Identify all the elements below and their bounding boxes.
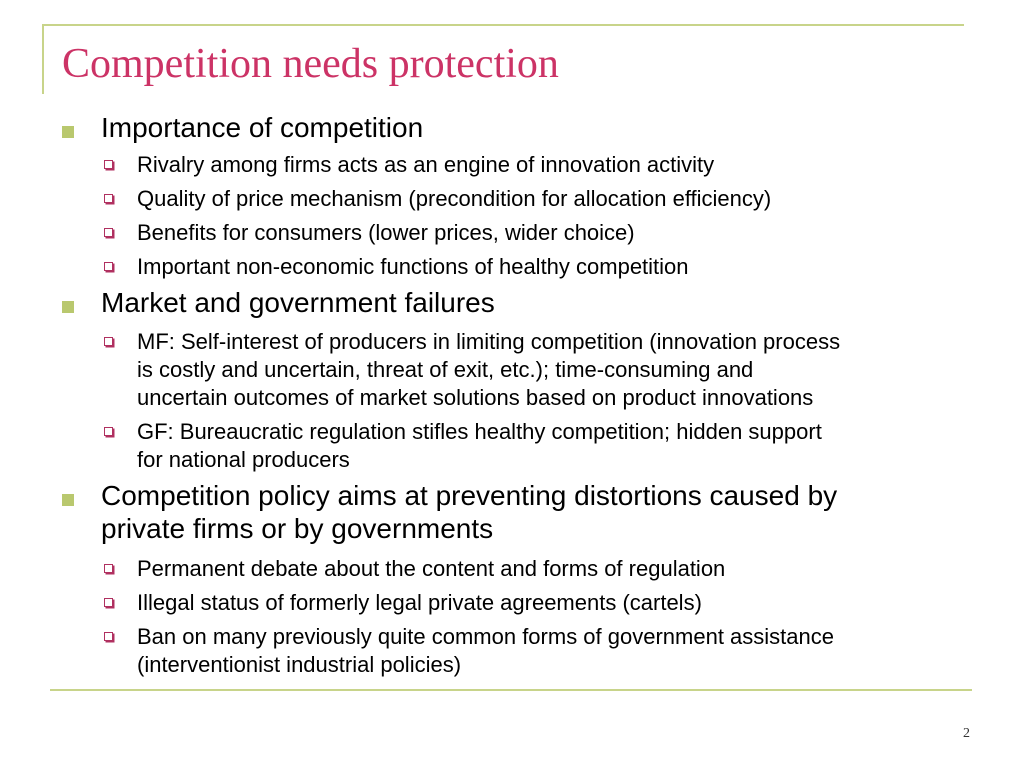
hollow-square-bullet-icon [104,598,113,607]
sub-bullet-line: Ban on many previously quite common forms of government assistance [137,624,834,649]
hollow-square-bullet-icon [104,427,113,436]
sub-bullet-line: is costly and uncertain, threat of exit, etc.); time-consuming and [137,357,754,382]
bullet-heading-line: private firms or by governments [101,513,494,544]
sub-bullet: Quality of price mechanism (precondition for allocation efficiency) [137,186,772,211]
square-bullet-icon [62,301,74,313]
hollow-square-bullet-icon [104,337,113,346]
slide-title: Competition needs protection [62,41,559,87]
page-number: 2 [963,726,970,741]
sub-bullet: Permanent debate about the content and forms of regulation [137,556,726,581]
sub-bullet-line: (interventionist industrial policies) [137,652,462,677]
sub-bullet: Illegal status of formerly legal private agreements (cartels) [137,590,702,615]
hollow-square-bullet-icon [104,228,113,237]
hollow-square-bullet-icon [104,194,113,203]
sub-bullet-line: GF: Bureaucratic regulation stifles healthy competition; hidden support [137,419,822,444]
sub-bullet-line: uncertain outcomes of market solutions based on product innovations [137,385,814,410]
bullet-heading-line: Competition policy aims at preventing distortions caused by [101,480,838,511]
square-bullet-icon [62,494,74,506]
sub-bullet: Important non-economic functions of healthy competition [137,254,689,279]
sub-bullet: Benefits for consumers (lower prices, wider choice) [137,220,635,245]
hollow-square-bullet-icon [104,160,113,169]
bullet-heading: Importance of competition [101,112,424,143]
sub-bullet-line: MF: Self-interest of producers in limiting competition (innovation process [137,329,841,354]
square-bullet-icon [62,126,74,138]
hollow-square-bullet-icon [104,262,113,271]
sub-bullet-line: for national producers [137,447,350,472]
hollow-square-bullet-icon [104,564,113,573]
sub-bullet: Rivalry among firms acts as an engine of innovation activity [137,152,715,177]
bullet-heading: Market and government failures [101,287,495,318]
hollow-square-bullet-icon [104,632,113,641]
